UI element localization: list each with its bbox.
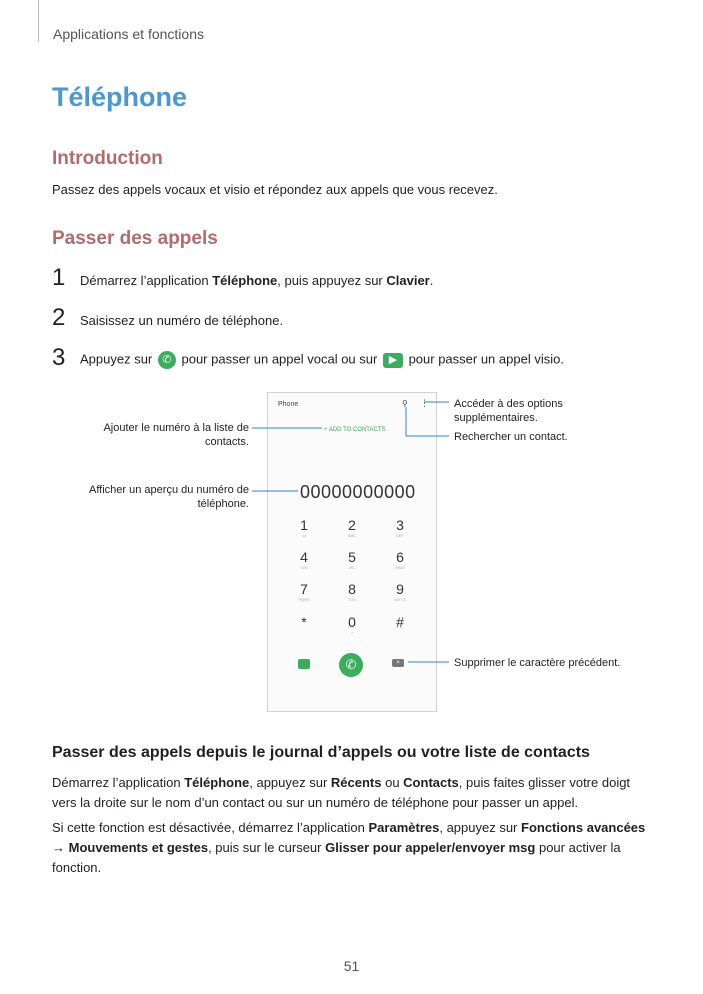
phone-app-title: Phone	[278, 401, 299, 408]
phone-call-icon: ✆	[158, 351, 176, 369]
step-1-number: 1	[52, 264, 66, 291]
key-digit: 7	[300, 581, 308, 597]
key-letters: ABC	[347, 533, 357, 538]
step-2-number: 2	[52, 304, 66, 331]
key-digit: 1	[300, 517, 308, 533]
callout-add-number: Ajouter le numéro à la liste de contacts.	[103, 422, 249, 448]
key-digit: 6	[396, 549, 404, 565]
step-3-text: Appuyez sur ✆ pour passer un appel vocal ou sur ▶ pour passer un appel visio.	[80, 351, 564, 369]
call-button[interactable]: ✆	[339, 653, 363, 677]
intro-title: Introduction	[52, 148, 163, 169]
callout-more-options: Accéder à des options supplémentaires.	[454, 398, 563, 424]
key-letters: GHI	[300, 565, 308, 570]
key-letters: WXYZ	[394, 597, 406, 602]
key-digit: 9	[396, 581, 404, 597]
key-digit: 0	[348, 614, 356, 630]
header-section: Applications et fonctions	[53, 26, 204, 42]
key-letters: oo	[301, 533, 307, 538]
key-digit: 4	[300, 549, 308, 565]
key-digit: 3	[396, 517, 404, 533]
log-title: Passer des appels depuis le journal d’appels ou votre liste de contacts	[52, 744, 590, 761]
add-to-contacts-button[interactable]: + ADD TO CONTACTS	[324, 427, 386, 433]
step-3-number: 3	[52, 344, 66, 371]
key-letters: JKL	[348, 565, 356, 570]
step-2-text: Saisissez un numéro de téléphone.	[80, 313, 284, 328]
key-letters: TUV	[348, 597, 356, 602]
page-number: 51	[343, 958, 360, 974]
callout-search: Rechercher un contact.	[454, 431, 568, 443]
key-digit: 2	[348, 517, 356, 533]
log-paragraph-2: Si cette fonction est désactivée, démarrez l’application Paramètres, appuyez sur Fonctions avancées → Mouvements et gestes, puis sur le curseur Glisser pour appeler/envoyer msg pour activer la fonction.	[52, 820, 646, 875]
callout-delete: Supprimer le caractère précédent.	[454, 657, 621, 669]
key-digit: #	[396, 614, 404, 630]
calls-title: Passer des appels	[52, 228, 218, 249]
key-letters: MNO	[395, 565, 405, 570]
step-1-text: Démarrez l’application Téléphone, puis appuyez sur Clavier.	[80, 273, 434, 288]
video-call-icon: ▶	[383, 353, 403, 368]
intro-text: Passez des appels vocaux et visio et répondez aux appels que vous recevez.	[52, 182, 498, 197]
dialed-number: 00000000000	[300, 482, 416, 502]
key-letters: DEF	[396, 533, 404, 538]
more-options-icon[interactable]: ⋮	[420, 398, 429, 408]
key-digit: 5	[348, 549, 356, 565]
key-letters: PQRS	[298, 597, 310, 602]
search-icon[interactable]: ⚲	[402, 399, 408, 408]
callout-preview: Afficher un aperçu du numéro de téléphone.	[88, 484, 249, 510]
page-title: Téléphone	[52, 82, 188, 112]
delete-icon[interactable]: ×	[392, 659, 404, 667]
key-digit: *	[301, 614, 307, 630]
log-paragraph-1: Démarrez l’application Téléphone, appuyez sur Récents ou Contacts, puis faites glisser votre doigt vers la droite sur le nom d’un contact ou sur un numéro de téléphone pour passer un appel.	[52, 775, 631, 810]
key-digit: 8	[348, 581, 356, 597]
key-letters: +	[350, 630, 354, 635]
